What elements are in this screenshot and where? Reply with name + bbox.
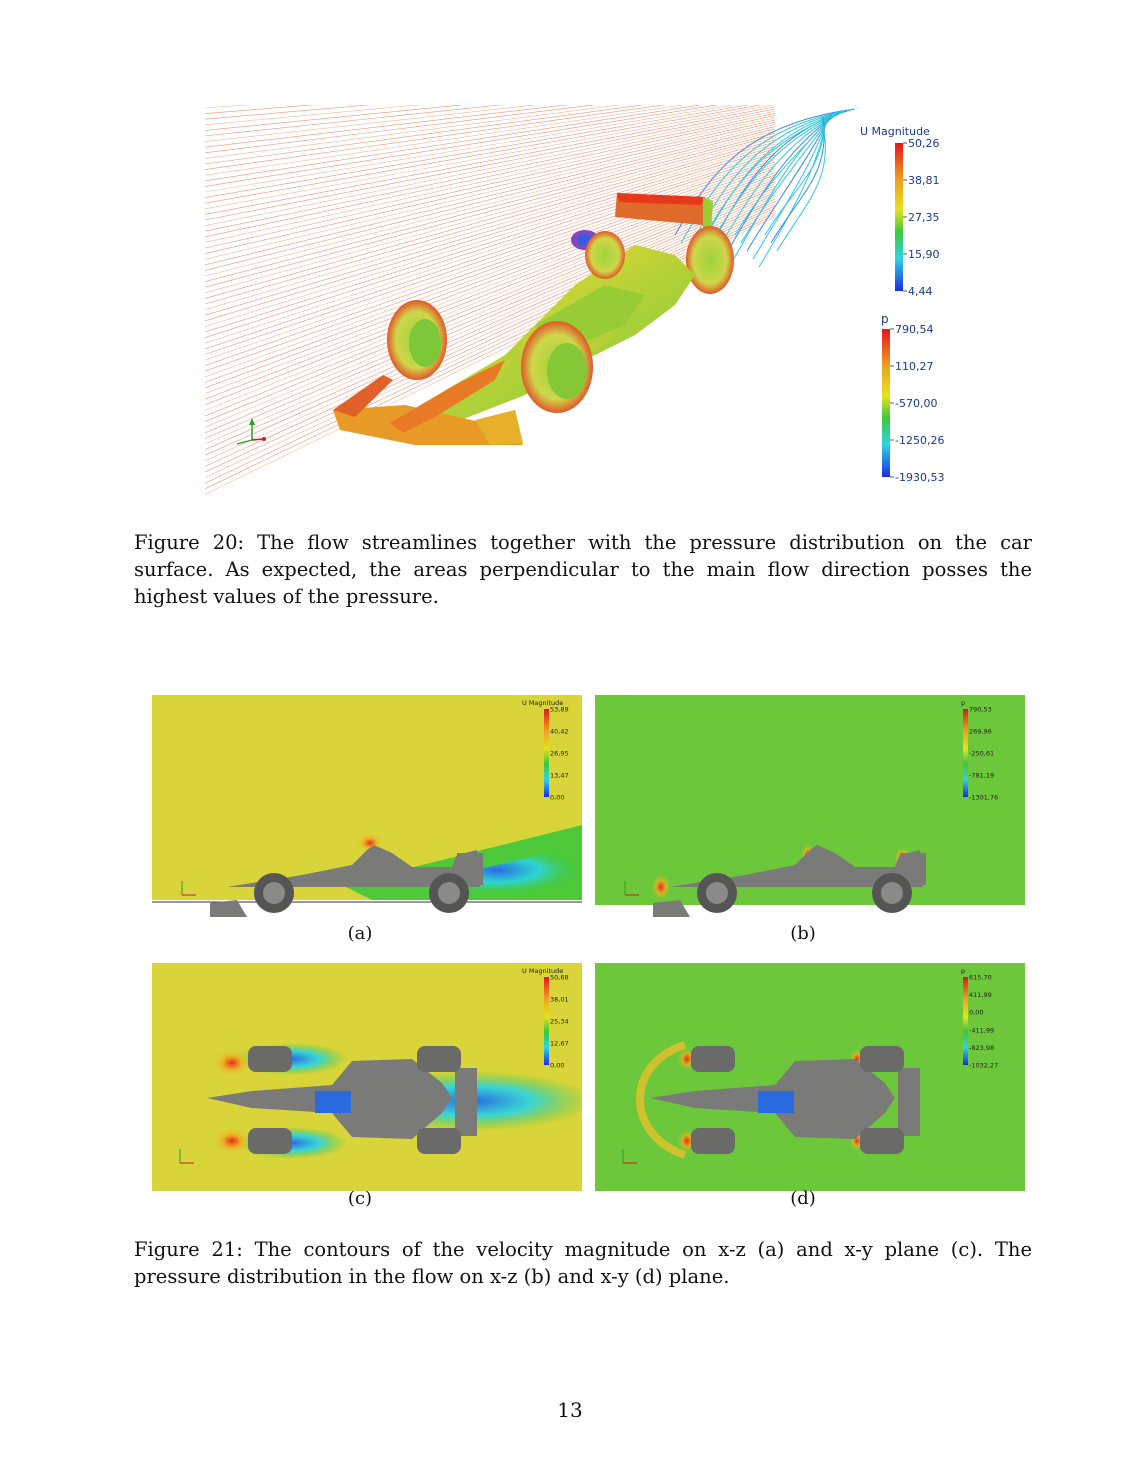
figure-21-caption: Figure 21: The contours of the velocity magnitude on x-z (a) and x-y plane (c). The pressure distribution in the flow on x-z (b) and x-y (d) plane.	[134, 1238, 1032, 1288]
colorbar-title: U Magnitude	[522, 699, 564, 707]
figure-20-svg	[205, 105, 950, 500]
colorbar-tick-label: 0,00	[550, 793, 565, 802]
panel-a-label: (a)	[347, 923, 373, 944]
panel-c-svg	[152, 963, 582, 1191]
colorbar-tick-label: 27,35	[908, 211, 940, 224]
page-number: 13	[557, 1398, 583, 1422]
figure-20-caption: Figure 20: The flow streamlines together with the pressure distribution on the car surface. As expected, the areas perpendicular to the main flow direction posses the highest values of the pressure.	[134, 531, 1032, 608]
colorbar-tick-label: 0,00	[550, 1061, 565, 1070]
panel-a-svg	[152, 695, 582, 917]
colorbar-tick-label: 12,67	[550, 1039, 569, 1048]
panel-a	[152, 695, 582, 917]
colorbar-tick-label: 50,68	[550, 973, 569, 982]
colorbar-tick-label: -570,00	[895, 397, 938, 410]
colorbar-tick-label: 269,96	[969, 727, 992, 736]
colorbar-tick-label: -823,98	[969, 1043, 995, 1052]
colorbar-tick-label: 0,00	[969, 1008, 984, 1017]
colorbar-tick-label: 38,01	[550, 995, 569, 1004]
panel-c-label: (c)	[347, 1188, 373, 1209]
colorbar-tick-label: 25,34	[550, 1017, 569, 1026]
colorbar-tick-label: -1250,26	[895, 434, 945, 447]
colorbar-tick-label: 26,95	[550, 749, 569, 758]
colorbar-tick-label: 411,99	[969, 991, 992, 1000]
colorbar-tick-label: 50,26	[908, 137, 940, 150]
figure-20-image	[205, 105, 950, 500]
colorbar-tick-label: 615,70	[969, 973, 992, 982]
colorbar-tick-label: -1930,53	[895, 471, 945, 484]
colorbar-tick-label: 4,44	[908, 285, 933, 298]
colorbar-tick-label: -1032,27	[969, 1061, 999, 1070]
colorbar-tick-label: 53,89	[550, 705, 569, 714]
colorbar-tick-label: 790,53	[969, 705, 992, 714]
colorbar-tick-label: 15,90	[908, 248, 940, 261]
colorbar-tick-label: 38,81	[908, 174, 940, 187]
panel-b-label: (b)	[790, 923, 816, 944]
colorbar-tick-label: 110,27	[895, 360, 934, 373]
panel-b	[595, 695, 1025, 917]
colorbar-title: p	[961, 699, 966, 707]
panel-d-svg	[595, 963, 1025, 1191]
colorbar-tick-label: 40,42	[550, 727, 569, 736]
colorbar-tick-label: -781,19	[969, 771, 995, 780]
panel-d	[595, 963, 1025, 1191]
u-magnitude-colorbar	[860, 125, 940, 298]
panel-c	[152, 963, 582, 1191]
colorbar-title: U Magnitude	[860, 125, 930, 138]
pressure-colorbar	[881, 312, 944, 484]
colorbar-tick-label: -250,61	[969, 749, 995, 758]
colorbar-title: p	[961, 967, 966, 975]
colorbar-title: p	[881, 312, 889, 326]
colorbar-tick-label: 13,47	[550, 771, 569, 780]
colorbar-tick-label: -411,99	[969, 1026, 995, 1035]
car-model	[333, 193, 734, 445]
panel-b-svg	[595, 695, 1025, 917]
colorbar-title: U Magnitude	[522, 967, 564, 975]
colorbar-tick-label: 790,54	[895, 323, 934, 336]
colorbar-tick-label: -1301,76	[969, 793, 999, 802]
axis-triad	[237, 418, 266, 444]
panel-d-label: (d)	[790, 1188, 816, 1209]
